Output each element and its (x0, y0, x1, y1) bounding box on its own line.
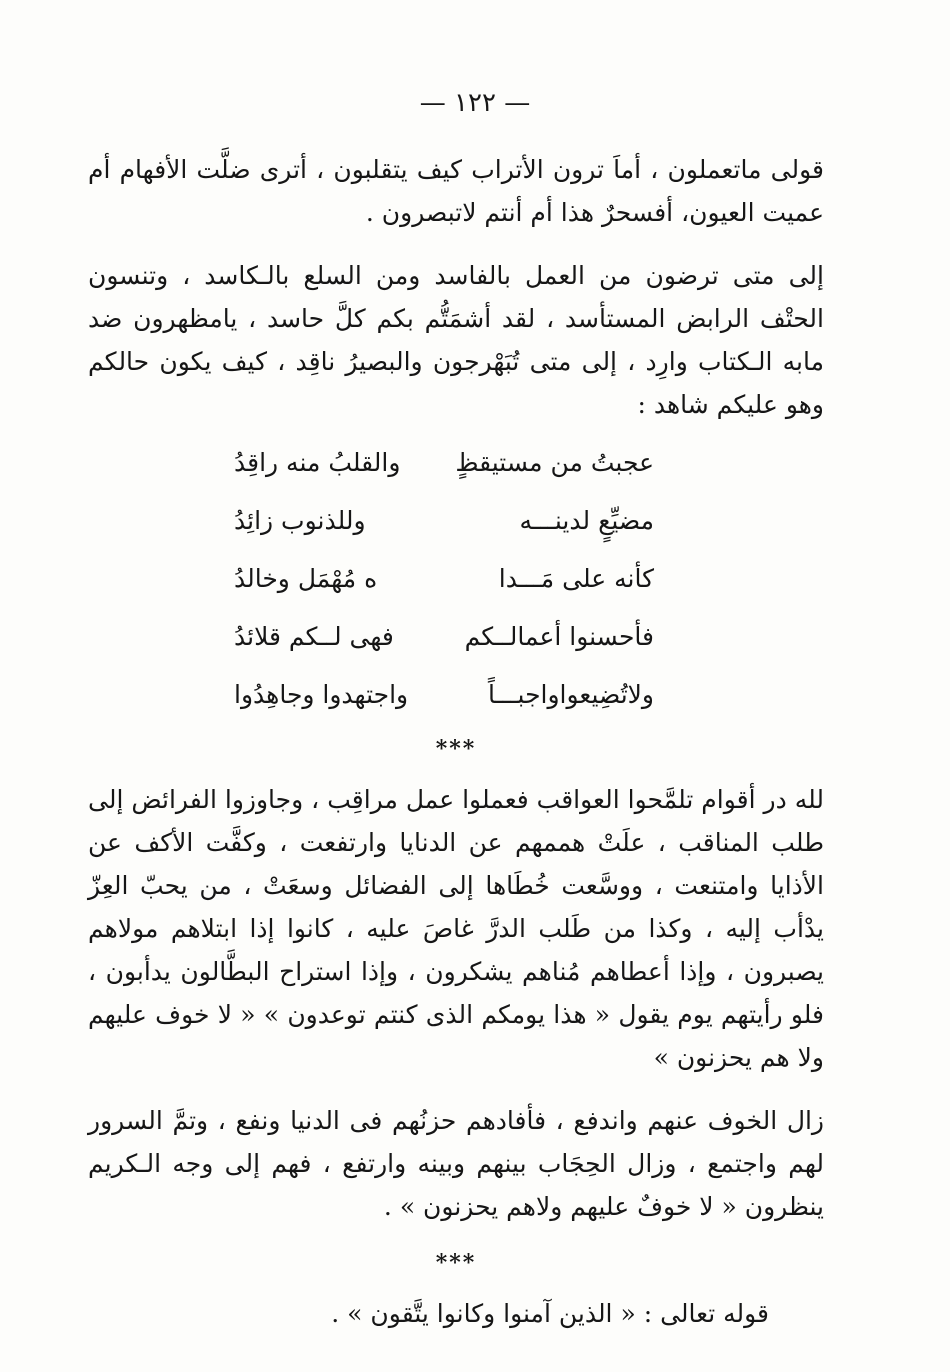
verse-hemistich-second: فهى لــكم قلائدُ (234, 622, 394, 651)
page-body (88, 148, 824, 1335)
paragraph-1: قولى ماتعملون ، أماَ ترون الأتراب كيف يتقلبون ، أترى ضلَّت الأفهام أم عميت العيون، أفسحرٌ هذا أم أنتم لاتبصرون . (88, 155, 824, 227)
verse-hemistich-second: واجتهدوا وجاهِدُوا (234, 680, 409, 709)
verse-hemistich-second: وللذنوب زائِدُ (234, 506, 366, 535)
paragraph-2: إلى متى ترضون من العمل بالفاسد ومن السلع بالـكاسد ، وتنسون الحتْف الرابض المستأسد ، لقد أشمَتُّم بكم كلَّ حاسد ، يامظهرون ضد مابه الـكتاب وارِد ، إلى متى تُبَهْرجون والبصيرُ ناقِد ، كيف يكون حالكم وهو عليكم شاهد : (88, 261, 824, 419)
verse-line (234, 434, 654, 492)
paragraph-4: زال الخوف عنهم واندفع ، فأفادهم حزنُهم فى الدنيا ونفع ، وتمَّ السرور لهم واجتمع ، وزال الحِجَاب بينهم وبينه وارتفع ، فهم إلى وجه الـكريم ينظرون « لا خوفٌ عليهم ولاهم يحزنون » . (88, 1106, 824, 1221)
section-separator: *** (435, 736, 477, 762)
paragraph-3: لله در أقوام تلمَّحوا العواقب فعملوا عمل مراقِب ، وجاوزوا الفرائض إلى طلب المناقب ، علَتْ هممهم عن الدنايا وارتفعت ، وكفَّت الأكف عن الأذايا وامتنعت ، ووسَّعت خُطَاها إلى الفضائل وسعَتْ ، من يحبّ العِزّ يدْأب إليه ، وكذا من طَلب الدرَّ غاصَ عليه ، كانوا إذا ابتلاهم مولاهم يصبرون ، وإذا أعطاهم مُناهم يشكرون ، وإذا استراح البطَّالون يدأبون ، فلو رأيتهم يوم يقول « هذا يومكم الذى كنتم توعدون » « لا خوف عليهم ولا هم يحزنون » (88, 785, 824, 1072)
verse-hemistich-second: والقلبُ منه راقِدُ (234, 448, 401, 477)
verse-hemistich-first: ولاتُضِيعواواجبـــاً (487, 680, 654, 709)
poem (234, 434, 654, 724)
verse-hemistich-first: عجبتُ من مستيقظٍ (455, 448, 654, 477)
section-separator: *** (435, 1250, 477, 1276)
verse-line (234, 492, 654, 550)
verse-hemistich-second: ه مُهْمَل وخالدُ (234, 564, 378, 593)
verse-hemistich-first: كأنه على مَـــدا (498, 564, 654, 593)
verse-hemistich-first: فأحسنوا أعمالــكم (464, 622, 654, 651)
verse-line (234, 550, 654, 608)
verse-hemistich-first: مضيِّعٍ لدينـــه (519, 506, 654, 535)
verse-line (234, 666, 654, 724)
verse-line (234, 608, 654, 666)
final-line: قوله تعالى : « الذين آمنوا وكانوا يتَّقون » . (331, 1299, 769, 1328)
page-number: — ١٢٢ — (419, 88, 531, 118)
